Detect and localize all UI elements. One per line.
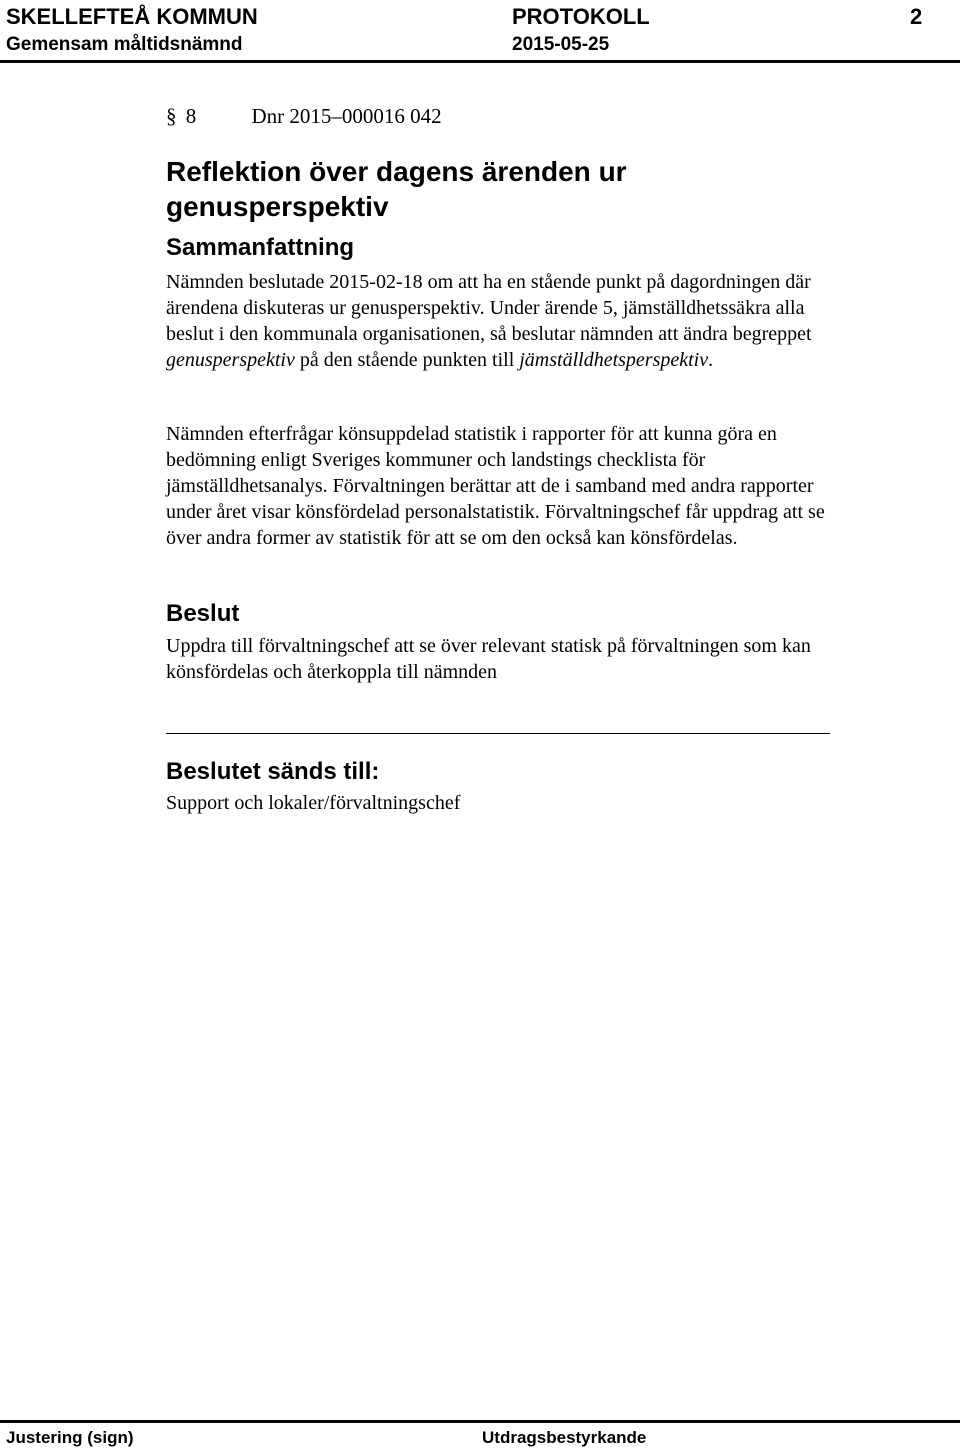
footer-utdragsbestyrkande: Utdragsbestyrkande <box>482 1428 647 1447</box>
header-rule <box>0 60 960 63</box>
item-title: Reflektion över dagens ärenden ur genusperspektiv <box>166 156 627 222</box>
decision-heading: Beslut <box>166 600 240 627</box>
org-name: SKELLEFTEÅ KOMMUN <box>6 4 258 29</box>
decision-text: Uppdra till förvaltningschef att se över relevant statisk på förvaltningen som kan könsfördelas och återkoppla till nämnden <box>166 635 811 683</box>
summary-heading: Sammanfattning <box>166 234 355 261</box>
committee-name: Gemensam måltidsnämnd <box>6 34 243 55</box>
sent-to-text: Support och lokaler/förvaltningschef <box>166 792 461 814</box>
doc-type: PROTOKOLL <box>512 4 650 29</box>
separator-line <box>166 733 830 734</box>
meeting-date: 2015-05-25 <box>512 34 610 55</box>
paragraph-number: 8 <box>185 104 197 128</box>
summary-paragraph-1: Nämnden beslutade 2015-02-18 om att ha en stående punkt på dagordningen där ärendena diskuteras ur genusperspektiv. Under ärende 5, jämställdhetssäkra alla beslut i den kommunala organisationen, så beslutar nämnden att ändra begreppet genusperspektiv på den stående punkten till jämställdhetsperspektiv. <box>166 271 812 371</box>
paragraph-reference <box>166 104 442 129</box>
dnr-number: Dnr 2015–000016 042 <box>251 104 442 128</box>
section-symbol: § <box>166 104 177 128</box>
sent-to-heading: Beslutet sänds till: <box>166 758 380 785</box>
footer-rule <box>0 1420 960 1423</box>
footer-justering: Justering (sign) <box>6 1428 134 1447</box>
page-number: 2 <box>910 4 923 29</box>
summary-paragraph-2: Nämnden efterfrågar könsuppdelad statistik i rapporter för att kunna göra en bedömning enligt Sveriges kommuner och landstings checklista för jämställdhetsanalys. Förvaltningen berättar att de i samband med andra rapporter under året visar könsfördelad personalstatistik. Förvaltningschef får uppdrag att se över andra former av statistik för att se om den också kan könsfördelas. <box>166 423 825 549</box>
